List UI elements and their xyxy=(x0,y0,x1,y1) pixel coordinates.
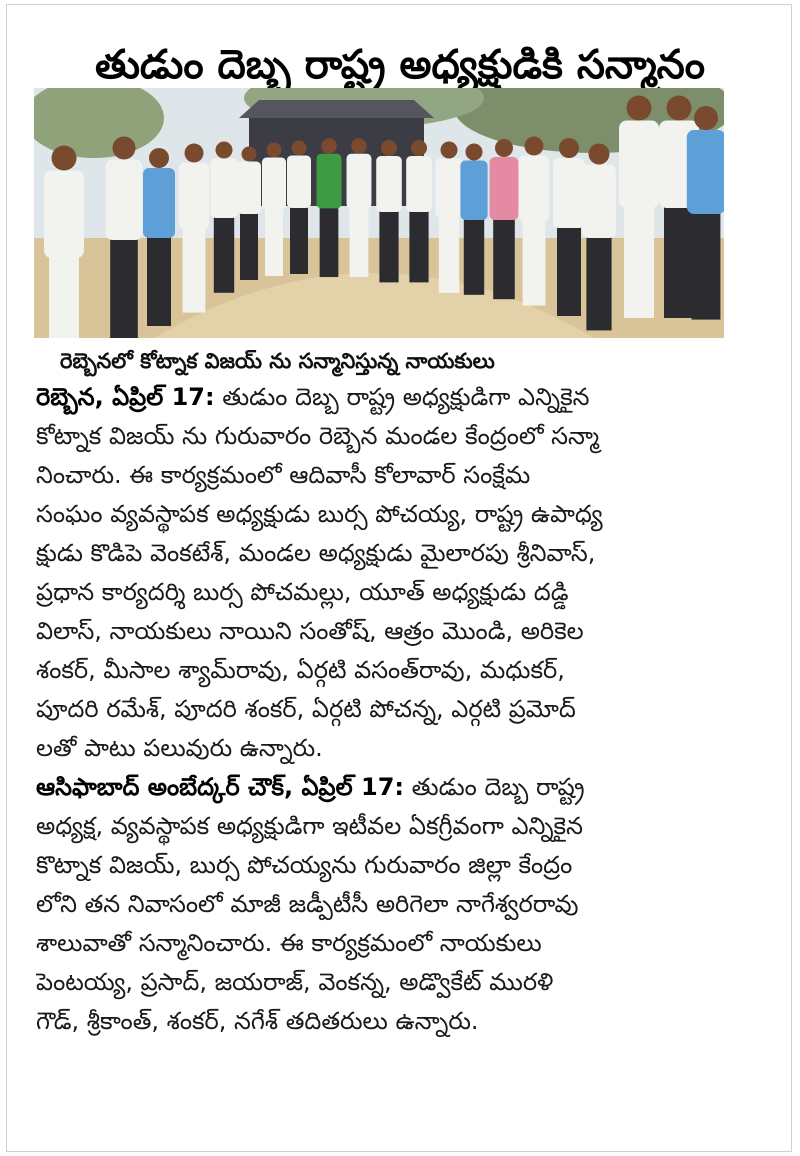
story1-line: పూదరి రమేశ్, పూదరి శంకర్, ఏర్గటి పోచన్న, ఎర్గటి ప్రమోద్ xyxy=(36,695,576,723)
story1-line: సంఘం వ్యవస్థాపక అధ్యక్షుడు బుర్స పోచయ్య, రాష్ట్ర ఉపాధ్య xyxy=(36,500,603,528)
person-figure xyxy=(262,143,286,277)
headline: తుడుం దెబ్బ రాష్ట్ర అధ్యక్షుడికి సన్మానం xyxy=(94,41,706,88)
story2-line: లోని తన నివాసంలో మాజీ జడ్పీటీసీ అరిగెలా నాగేశ్వరరావు xyxy=(36,890,579,918)
person-figure xyxy=(317,138,342,277)
person-figure xyxy=(460,144,487,295)
person-figure xyxy=(143,148,175,326)
person-figure xyxy=(406,140,432,282)
story2-line: శాలువాతో సన్మానించారు. ఈ కార్యక్రమంలో నాయకులు xyxy=(36,929,542,957)
person-figure xyxy=(376,140,402,282)
story2-line: అధ్యక్ష, వ్యవస్థాపక అధ్యక్షుడిగా ఇటీవల ఏకగ్రీవంగా ఎన్నికైన xyxy=(36,812,583,840)
person-figure xyxy=(347,138,372,277)
person-figure xyxy=(435,142,462,293)
story1-line: ప్రధాన కార్యదర్శి బుర్స పోచమల్లు, యూత్ అధ్యక్షుడు దడ్డి xyxy=(36,578,569,606)
story1-line: కోట్నాక విజయ్ ను గురువారం రెబ్బెన మండల కేంద్రంలో సన్మా xyxy=(36,422,600,450)
story1-dateline: రెబ్బెన, ఏప్రిల్ 17: xyxy=(36,383,215,411)
story2-first-line-text: తుడుం దెబ్బ రాష్ట్ర xyxy=(404,773,585,801)
story1-line: లతో పాటు పలువురు ఉన్నారు. xyxy=(36,734,323,762)
person-figure xyxy=(237,147,261,281)
person-figure xyxy=(619,96,659,319)
story2-line: గౌడ్, శ్రీకాంత్, శంకర్, నగేశ్ తదితరులు ఉన్నారు. xyxy=(36,1007,479,1035)
story1-line: శంకర్, మీసాల శ్యామ్‌రావు, ఏర్గటి వసంత్‌రావు, మధుకర్, xyxy=(36,656,565,684)
person-figure xyxy=(287,141,311,275)
person-figure xyxy=(44,146,84,339)
group-photo-illustration xyxy=(34,88,724,338)
person-figure xyxy=(687,106,724,320)
story1-line: విలాస్, నాయకులు నాయిని సంతోష్, ఆత్రం మొండి, అరికెల xyxy=(36,617,584,645)
story2-dateline: ఆసిఫాబాద్ అంబేద్కర్ చౌక్, ఏప్రిల్ 17: xyxy=(36,773,404,801)
person-figure xyxy=(210,142,237,293)
story1-first-line xyxy=(36,378,726,417)
article-body xyxy=(36,378,726,1041)
person-figure xyxy=(519,137,549,306)
story1-first-line-text: తుడుం దెబ్బ రాష్ట్ర అధ్యక్షుడిగా ఎన్నికైన xyxy=(214,383,590,411)
person-figure xyxy=(490,139,519,299)
story1-line: క్షుడు కొడిపె వెంకటేశ్, మండల అధ్యక్షుడు మైలారపు శ్రీనివాస్, xyxy=(36,539,596,567)
news-photo xyxy=(34,88,724,338)
photo-caption: రెబ్బెనలో కోట్నాక విజయ్ ను సన్మానిస్తున్న నాయకులు xyxy=(60,349,495,373)
story2-line: కొట్నాక విజయ్, బుర్స పోచయ్యను గురువారం జిల్లా కేంద్రం xyxy=(36,851,573,879)
story2-line: పెంటయ్య, ప్రసాద్, జయరాజ్, వెంకన్న, అడ్వొకేట్ మురళి xyxy=(36,968,554,996)
story2-first-line xyxy=(36,768,726,807)
person-figure xyxy=(179,144,209,313)
story1-line: నించారు. ఈ కార్యక్రమంలో ఆదివాసీ కోలావార్ సంక్షేమ xyxy=(36,461,531,489)
person-figure xyxy=(106,137,143,339)
person-figure xyxy=(553,138,585,316)
person-figure xyxy=(582,144,616,331)
